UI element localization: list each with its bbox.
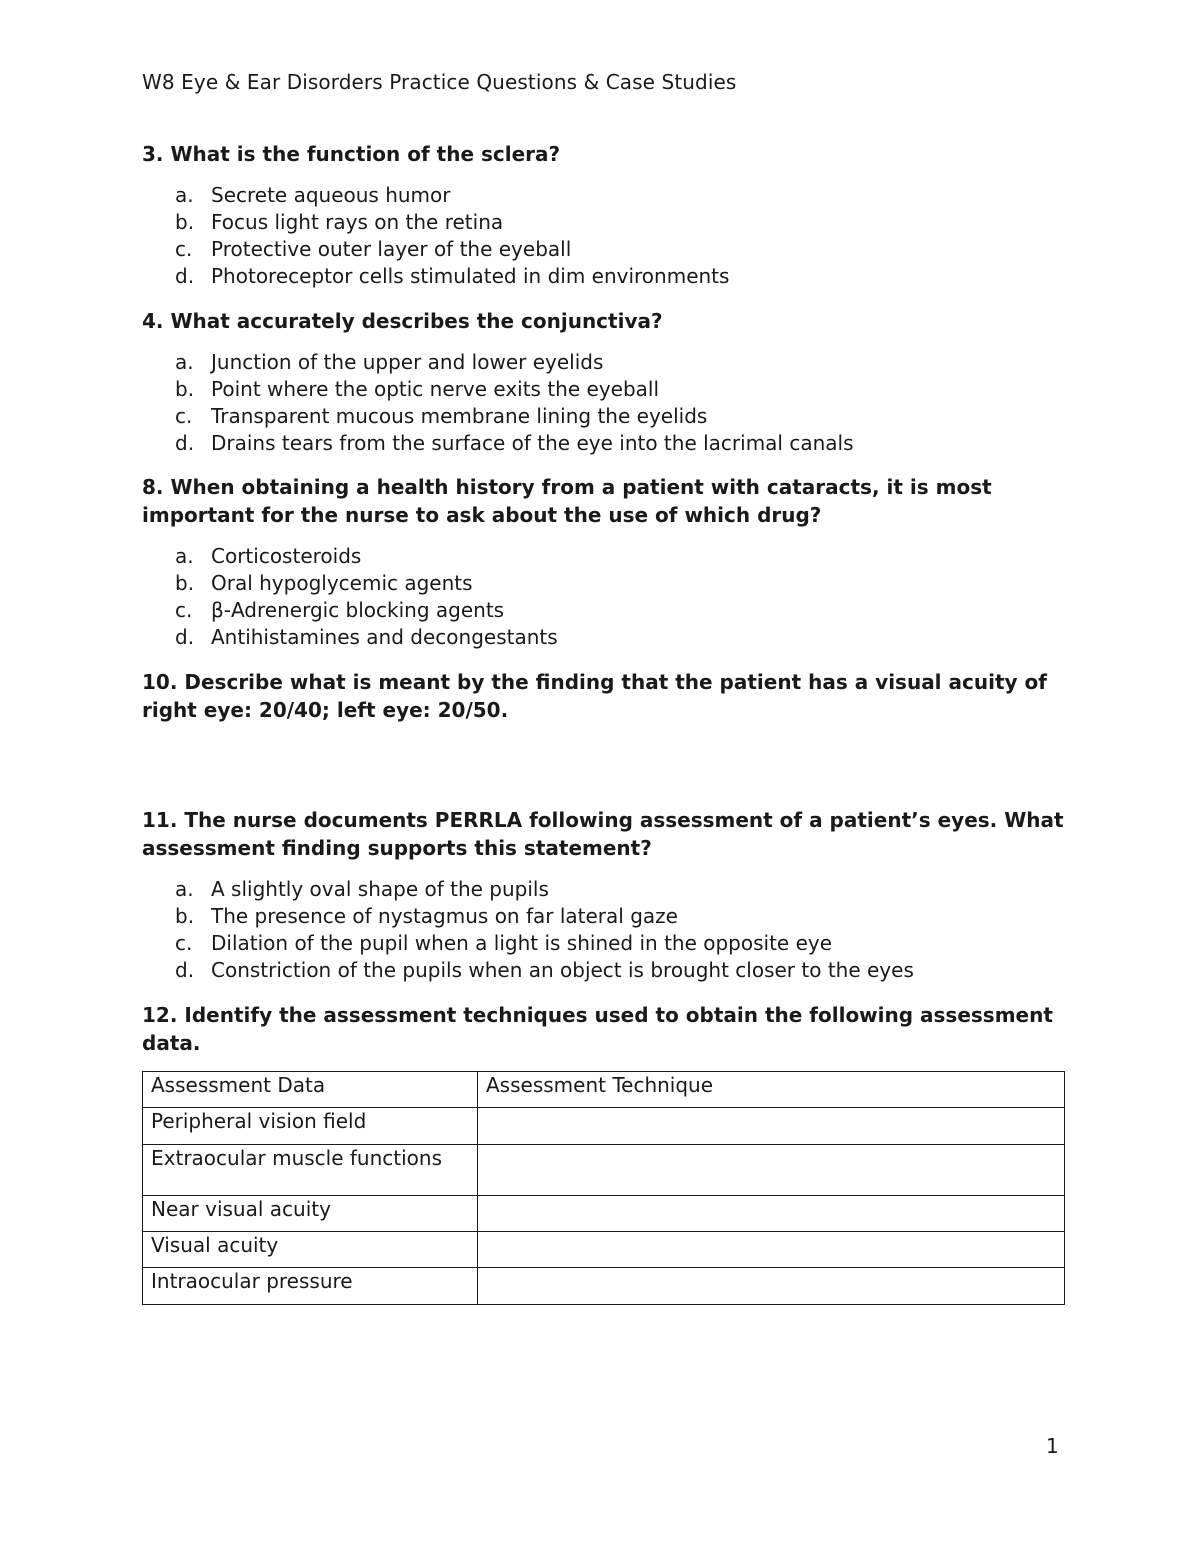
answer-option: [142, 263, 1072, 290]
table-row: [143, 1268, 1065, 1305]
option-letter: a.: [175, 877, 194, 901]
column-header: Assessment Technique: [478, 1072, 1065, 1108]
option-letter: c.: [175, 404, 193, 428]
answer-option: [142, 876, 1072, 903]
answer-options: [142, 876, 1072, 984]
option-letter: d.: [175, 625, 195, 649]
option-text: Corticosteroids: [211, 544, 362, 568]
answer-option: [142, 930, 1072, 957]
table-cell: Intraocular pressure: [143, 1268, 478, 1305]
option-letter: a.: [175, 544, 194, 568]
answer-option: [142, 403, 1072, 430]
option-text: Secrete aqueous humor: [211, 183, 451, 207]
table-header-row: [143, 1072, 1065, 1108]
question-text: 11. The nurse documents PERRLA following assessment of a patient’s eyes. What assessment finding supports this statement?: [142, 808, 1064, 860]
option-letter: b.: [175, 210, 195, 234]
table-cell: Peripheral vision field: [143, 1108, 478, 1145]
table-cell-technique: [478, 1108, 1065, 1145]
question-text: 12. Identify the assessment techniques used to obtain the following assessment data.: [142, 1003, 1053, 1055]
page-number: 1: [1046, 1434, 1059, 1458]
answer-option: [142, 597, 1072, 624]
assessment-table: [142, 1071, 1065, 1305]
option-text: Transparent mucous membrane lining the eyelids: [211, 404, 708, 428]
table-row: [143, 1145, 1065, 1196]
question-10: [142, 668, 1072, 738]
option-letter: d.: [175, 431, 195, 455]
answer-option: [142, 182, 1072, 209]
answer-option: [142, 236, 1072, 263]
option-letter: b.: [175, 904, 195, 928]
table-row: [143, 1108, 1065, 1145]
answer-option: [142, 430, 1072, 457]
option-text: A slightly oval shape of the pupils: [211, 877, 549, 901]
option-letter: b.: [175, 377, 195, 401]
question-12: [142, 1001, 1072, 1071]
answer-options: [142, 543, 1072, 651]
answer-option: [142, 624, 1072, 651]
answer-options: [142, 349, 1072, 457]
table-cell-technique: [478, 1196, 1065, 1232]
option-text: Point where the optic nerve exits the eyeball: [211, 377, 660, 401]
answer-option: [142, 957, 1072, 984]
table-row: [143, 1232, 1065, 1268]
question-8: [142, 473, 1072, 651]
option-letter: c.: [175, 237, 193, 261]
question-text: 8. When obtaining a health history from a patient with cataracts, it is most important for the nurse to ask about the use of which drug?: [142, 475, 992, 527]
question-text: 4. What accurately describes the conjunctiva?: [142, 309, 663, 333]
option-letter: d.: [175, 958, 195, 982]
answer-option: [142, 543, 1072, 570]
option-text: Drains tears from the surface of the eye into the lacrimal canals: [211, 431, 854, 455]
table-cell-technique: [478, 1268, 1065, 1305]
table-cell: Near visual acuity: [143, 1196, 478, 1232]
option-text: Protective outer layer of the eyeball: [211, 237, 572, 261]
option-letter: c.: [175, 931, 193, 955]
table-cell: Extraocular muscle functions: [143, 1145, 478, 1196]
option-letter: d.: [175, 264, 195, 288]
answer-option: [142, 903, 1072, 930]
answer-option: [142, 570, 1072, 597]
answer-option: [142, 209, 1072, 236]
answer-option: [142, 376, 1072, 403]
option-text: Constriction of the pupils when an object is brought closer to the eyes: [211, 958, 914, 982]
answer-options: [142, 182, 1072, 290]
question-3: [142, 140, 1072, 290]
option-letter: b.: [175, 571, 195, 595]
page-header: W8 Eye & Ear Disorders Practice Questions & Case Studies: [142, 70, 737, 94]
question-text: 3. What is the function of the sclera?: [142, 142, 561, 166]
question-4: [142, 307, 1072, 457]
option-letter: c.: [175, 598, 193, 622]
option-text: Oral hypoglycemic agents: [211, 571, 473, 595]
table-cell-technique: [478, 1232, 1065, 1268]
answer-option: [142, 349, 1072, 376]
option-text: Photoreceptor cells stimulated in dim environments: [211, 264, 730, 288]
option-text: β-Adrenergic blocking agents: [211, 598, 505, 622]
table-cell: Visual acuity: [143, 1232, 478, 1268]
option-text: The presence of nystagmus on far lateral gaze: [211, 904, 678, 928]
option-letter: a.: [175, 183, 194, 207]
column-header: Assessment Data: [143, 1072, 478, 1108]
table-row: [143, 1196, 1065, 1232]
question-text: 10. Describe what is meant by the finding that the patient has a visual acuity of right eye: 20/40; left eye: 20/50.: [142, 670, 1047, 722]
question-11: [142, 806, 1072, 984]
option-text: Focus light rays on the retina: [211, 210, 504, 234]
table-cell-technique: [478, 1145, 1065, 1196]
option-text: Antihistamines and decongestants: [211, 625, 558, 649]
option-text: Junction of the upper and lower eyelids: [211, 350, 604, 374]
option-letter: a.: [175, 350, 194, 374]
option-text: Dilation of the pupil when a light is shined in the opposite eye: [211, 931, 833, 955]
